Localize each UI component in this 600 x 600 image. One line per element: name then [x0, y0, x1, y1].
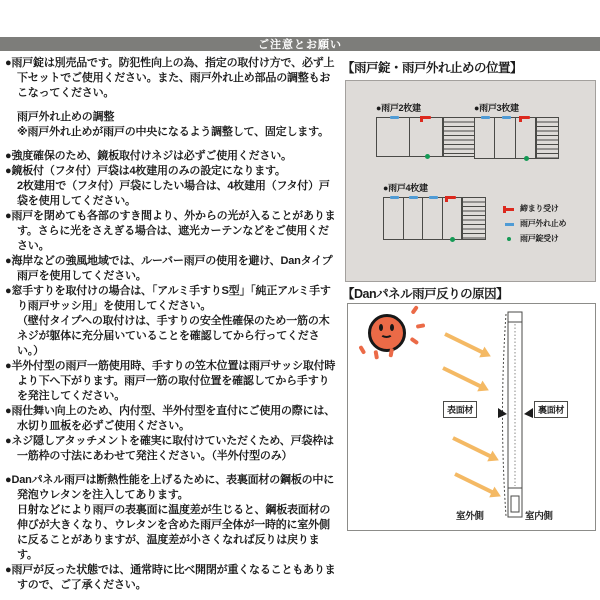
legend-row	[503, 201, 566, 216]
diagram-label: ●雨戸3枚建	[474, 103, 519, 113]
indoor-side-label: 室内側	[525, 511, 553, 522]
sun-ray-icon	[359, 345, 367, 355]
note-item: 日射などにより雨戸の表裏面に温度差が生じると、鋼板表面材の伸びが大きくなり、ウレタンを含めた雨戸全体が一時的に室外側に反ることがありますが、温度差が小さくなれば反りは戻ります。	[17, 504, 331, 561]
heat-arrow-icon	[454, 472, 494, 494]
sun-ray-icon	[374, 350, 379, 359]
diagram-label: ●雨戸4枚建	[383, 183, 428, 193]
detach-stopper-marker	[429, 196, 438, 199]
shutter-case-hatch	[463, 197, 486, 240]
note-item: ●雨仕舞い向上のため、内付型、半外付型を直付にご使用の際には、水切り皿板を必ずご使用ください。	[5, 405, 336, 432]
shutter-panel	[443, 198, 463, 239]
note-item: ●海岸などの強風地域では、ルーバー雨戸の使用を避け、Danタイプ雨戸を使用してください。	[5, 255, 333, 282]
shutter-diagram-3panel	[474, 101, 559, 159]
notes-column	[5, 56, 338, 593]
sun-ray-icon	[410, 337, 419, 345]
latch-catch-icon	[503, 205, 516, 213]
shutter-panel	[516, 118, 536, 158]
shutter-panel	[475, 118, 495, 158]
front-material-label: 表面材	[443, 401, 477, 418]
warped-panel-drawing	[496, 310, 536, 526]
shutter-panels	[383, 197, 463, 240]
note-item: ●半外付型の雨戸一筋使用時、手すりの笠木位置は雨戸サッシ取付時より下へ下がります。雨戸一筋の取付位置を確認してから手すりを発注してください。	[5, 360, 336, 402]
note-item: ※雨戸外れ止めが雨戸の中央になるよう調整して、固定します。	[17, 126, 329, 138]
sun-ray-icon	[389, 348, 394, 357]
shutter-panel	[423, 198, 443, 239]
sun-mouth	[380, 329, 393, 338]
shutter-diagram-2panel	[376, 101, 478, 157]
note-item: ●雨戸が反った状態では、通常時に比べ開閉が重くなることもありますので、ご了承ください。	[5, 564, 336, 591]
note-item: 2枚建用で（フタ付）戸袋にしたい場合は、4枚建用（フタ付）戸袋を使用してください。	[17, 180, 330, 207]
lock-position-diagram-box	[345, 80, 596, 282]
note-item: ●ネジ隠しアタッチメントを確実に取付けていただくため、戸袋枠は一筋枠の寸法にあわせて発注ください。（半外付型のみ）	[5, 435, 334, 462]
detach-stopper-icon	[503, 220, 516, 228]
lock-receiver-marker	[524, 156, 529, 161]
diagram-legend	[503, 201, 566, 246]
note-item: ●雨戸錠は別売品です。防犯性向上の為、指定の取付け方で、必ず上下セットでご使用ください。また、雨戸外れ止め部品の調整もおこなってください。	[5, 57, 335, 99]
lock-receiver-marker	[425, 154, 430, 159]
outdoor-side-label: 室外側	[456, 511, 484, 522]
latch-catch-marker	[520, 116, 530, 119]
legend-row	[503, 231, 566, 246]
latch-catch-marker	[446, 196, 456, 199]
note-item: ●Danパネル雨戸は断熱性能を上げるために、表裏面材の鋼板の中に発泡ウレタンを注入してあります。	[5, 474, 335, 501]
legend-row	[503, 216, 566, 231]
note-item: 雨戸外れ止めの調整	[17, 111, 115, 123]
shutter-panel	[495, 118, 515, 158]
lock-receiver-marker	[450, 237, 455, 242]
heat-arrow-icon	[442, 366, 482, 388]
legend-label: 雨戸外れ止め	[520, 219, 567, 228]
shutter-panel	[384, 198, 404, 239]
shutter-panel	[410, 118, 443, 156]
lock-position-heading: 【雨戸錠・雨戸外れ止めの位置】	[342, 61, 523, 75]
shutter-panels	[474, 117, 537, 159]
legend-label: 締まり受け	[520, 204, 559, 213]
warp-cause-heading: 【Danパネル雨戸反りの原因】	[342, 287, 509, 301]
heat-arrow-icon	[452, 436, 492, 458]
section-header-bar	[0, 37, 600, 51]
back-material-label: 裏面材	[534, 401, 568, 418]
shutter-panel	[377, 118, 410, 156]
detach-stopper-marker	[502, 116, 511, 119]
detach-stopper-marker	[409, 196, 418, 199]
sun-ray-icon	[416, 323, 425, 328]
note-item: ●強度確保のため、鏡板取付けネジは必ずご使用ください。	[5, 150, 292, 162]
note-item: ●鏡板付（フタ付）戸袋は4枚建用のみの設定になります。	[5, 165, 286, 177]
sun-icon	[368, 314, 406, 352]
section-title: ご注意とお願い	[258, 39, 342, 51]
latch-catch-marker	[421, 116, 431, 119]
shutter-panel	[404, 198, 424, 239]
shutter-panels	[376, 117, 444, 157]
note-item: ●窓手すりを取付けの場合は、「アルミ手すりS型」「純正アルミ手すり雨戸サッシ用」を使用してください。	[5, 285, 331, 312]
note-item: （壁付タイプへの取付けは、手すりの安全性確保のため一筋の木ネジが躯体に充分届いていることを確認してから行ってください。）	[17, 315, 330, 357]
heat-arrow-icon	[444, 332, 484, 354]
note-item: ●雨戸を閉めても各部のすき間より、外からの光が入ることがあります。さらに光をさえぎる場合は、遮光カーテンなどをご使用ください。	[5, 210, 336, 252]
shutter-case-hatch	[444, 117, 478, 157]
shutter-diagram-4panel	[383, 181, 486, 240]
diagram-label: ●雨戸2枚建	[376, 103, 421, 113]
sun-ray-icon	[410, 305, 418, 314]
detach-stopper-marker	[481, 116, 490, 119]
detach-stopper-marker	[390, 116, 399, 119]
detach-stopper-marker	[390, 196, 399, 199]
shutter-case-hatch	[537, 117, 559, 159]
lock-receiver-icon	[503, 235, 516, 243]
warp-cause-diagram-box	[347, 303, 596, 531]
legend-label: 雨戸錠受け	[520, 234, 559, 243]
